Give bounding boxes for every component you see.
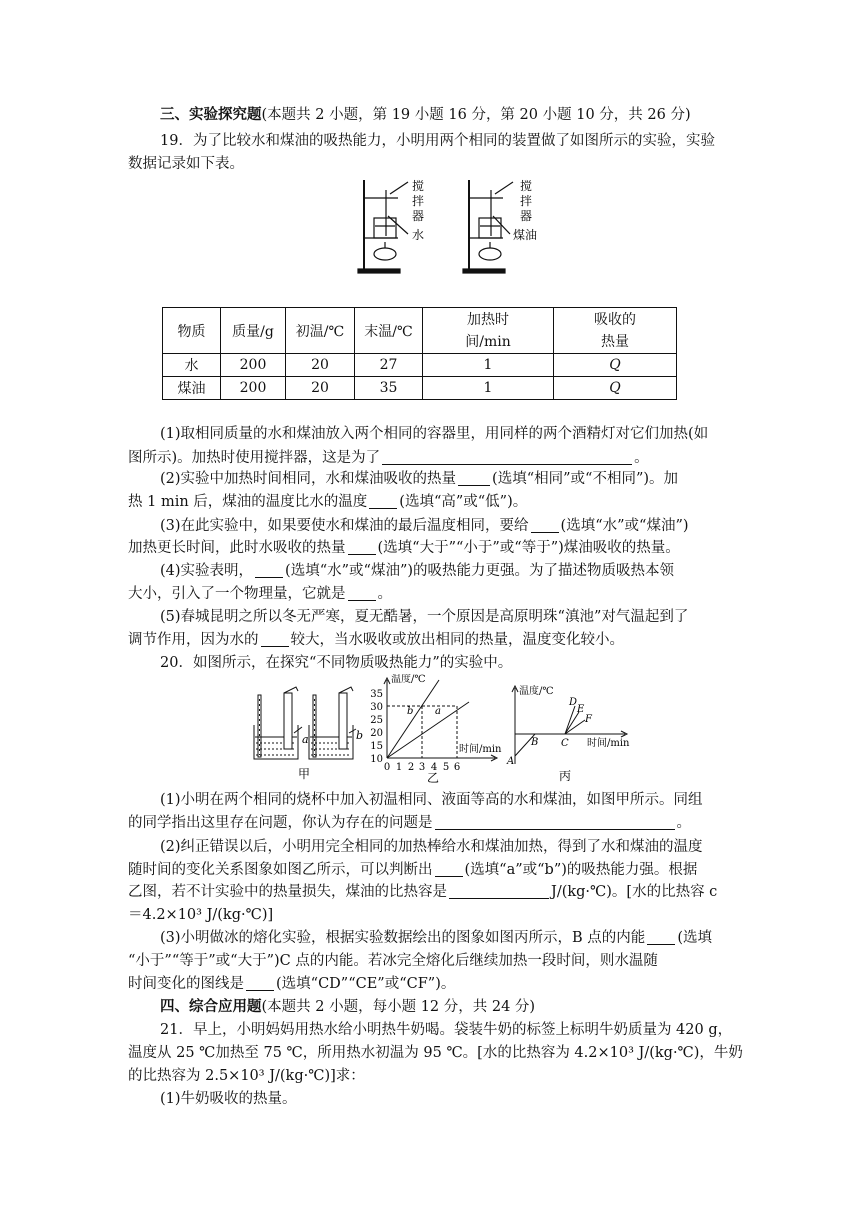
label-stir-5: 拌 [520,194,533,208]
svg-text:30: 30 [370,702,383,713]
q19-part2-line2: 热 1 min 后，煤油的温度比水的温度 (选填“高”或“低”)。 [128,494,528,510]
header-final-temp: 末温/℃ [355,308,423,354]
answer-blank[interactable] [246,974,274,991]
q19-data-table [162,307,677,400]
table-row: 煤油 200 20 35 1 Q [163,377,677,400]
svg-text:6: 6 [453,762,461,773]
svg-text:A: A [507,756,515,767]
answer-blank[interactable] [261,630,289,647]
label-stir-1: 搅 [412,179,425,193]
answer-blank[interactable] [348,538,376,555]
answer-blank[interactable] [449,882,549,899]
bing-x-axis-label: 时间/min [587,738,630,749]
table-header-row [163,308,677,354]
yi-series-a-label: a [435,706,441,717]
section-4-heading [160,997,740,1017]
yi-y-axis-label: 温度/℃ [391,674,426,685]
header-initial-temp: 初温/℃ [286,308,355,354]
q19-part1-line2: 图所示)。加热时使用搅拌器，这是为了 。 [128,450,649,466]
q21-line2: 温度从 25 ℃加热至 75 ℃，所用热水初温为 95 ℃。[水的比热容为 4.2×10³ J/(kg·℃)，牛奶 [128,1045,743,1061]
section-3-heading [160,105,740,125]
q19-intro-line2: 数据记录如下表。 [128,156,244,172]
apparatus-kerosene [463,180,513,273]
figure-yi-label: 乙 [427,771,440,784]
svg-text:15: 15 [370,741,383,752]
svg-text:20: 20 [370,728,383,739]
answer-blank[interactable] [435,860,463,877]
q20-part1-line2: 的同学指出这里存在问题，你认为存在的问题是 。 [128,815,691,831]
svg-text:F: F [585,714,592,725]
svg-text:3: 3 [418,762,426,773]
figure-jia-label: 甲 [298,767,311,781]
yi-x-axis-label: 时间/min [459,744,502,755]
q21-part1: (1)牛奶吸收的热量。 [160,1091,297,1107]
section-4-title: 四、综合应用题 [160,998,262,1015]
svg-text:C: C [561,738,569,749]
q19-part3-line1: (3)在此实验中，如果要使水和煤油的最后温度相同，要给 (选填“水”或“煤油”) [160,518,689,534]
bing-y-axis-label: 温度/℃ [519,686,554,697]
svg-text:10: 10 [370,754,383,765]
q19-part5-line1: (5)春城昆明之所以冬无严寒，夏无酷暑，一个原因是高原明珠“滇池”对气温起到了 [160,609,689,625]
header-heat-time: 加热时 间/min [423,308,554,354]
q19-part1-line1: (1)取相同质量的水和煤油放入两个相同的容器里，用同样的两个酒精灯对它们加热(如 [160,426,709,442]
q20-part2-line2: 随时间的变化关系图象如图乙所示，可以判断出 (选填“a”或“b”)的吸热能力强。根据 [128,862,698,878]
q19-part4-line1: (4)实验表明， (选填“水”或“煤油”)的吸热能力更强。为了描述物质吸热本领 [160,563,675,579]
header-mass: 质量/g [221,308,286,354]
svg-text:E: E [577,704,585,715]
answer-blank[interactable] [647,928,675,945]
q19-intro-line1: 19．为了比较水和煤油的吸热能力，小明用两个相同的装置做了如图所示的实验，实验 [160,133,715,149]
label-stir-3: 器 [412,209,425,223]
q21-line3: 的比热容为 2.5×10³ J/(kg·℃)]求： [128,1068,365,1084]
yi-series-b-label: b [407,706,414,717]
svg-text:25: 25 [370,715,383,726]
answer-blank[interactable] [255,561,283,578]
q20-part3-line2: “小于”“等于”或“大于”)C 点的内能。若冰完全熔化后继续加热一段时间，则水温随 [128,953,658,969]
q19-part3-line2: 加热更长时间，此时水吸收的热量 (选填“大于”“小于”或“等于”)煤油吸收的热量。 [128,540,680,556]
label-kerosene: 煤油 [513,228,538,242]
apparatus-water [358,180,408,273]
q20-part2-line3: 乙图，若不计实验中的热量损失，煤油的比热容是 J/(kg·℃)。[水的比热容 c [128,884,718,900]
q19-part5-line2: 调节作用，因为水的 较大，当水吸收或放出相同的热量，温度变化较小。 [128,632,624,648]
q20-part1-line1: (1)小明在两个相同的烧杯中加入初温相同、液面等高的水和煤油，如图甲所示。同组 [160,792,703,808]
label-a: a [302,733,309,746]
answer-blank[interactable] [458,469,490,486]
q21-line1: 21．早上，小明妈妈用热水给小明热牛奶喝。袋装牛奶的标签上标明牛奶质量为 420 g， [160,1022,733,1038]
section-3-note: (本题共 2 小题，第 19 小题 16 分，第 20 小题 10 分，共 26 分) [261,107,691,123]
q20-figure-jia [250,685,365,781]
label-stir-4: 搅 [520,179,533,193]
svg-text:2: 2 [407,762,415,773]
svg-text:5: 5 [442,762,450,773]
label-b: b [356,729,364,742]
answer-blank[interactable] [382,448,632,465]
table-row: 水 200 20 27 1 Q [163,354,677,377]
label-stir-2: 拌 [412,194,425,208]
answer-blank[interactable] [435,813,675,830]
section-4-note: (本题共 2 小题，每小题 12 分，共 24 分) [261,999,536,1015]
svg-text:4: 4 [430,762,438,773]
q20-part3-line3: 时间变化的图线是 (选填“CD”“CE”或“CF”)。 [128,976,456,992]
q20-figure-yi [367,674,507,784]
q19-part2-line1: (2)实验中加热时间相同，水和煤油吸收的热量 (选填“相同”或“不相同”)。加 [160,471,679,487]
label-stir-6: 器 [520,209,533,223]
answer-blank[interactable] [369,492,397,509]
melting-curve [515,734,565,756]
header-heat-absorbed: 吸收的 热量 [554,308,677,354]
answer-blank[interactable] [531,516,559,533]
q20-part2-line1: (2)纠正错误以后，小明用完全相同的加热棒给水和煤油加热，得到了水和煤油的温度 [160,839,703,855]
line-a [387,680,439,758]
header-substance: 物质 [163,308,221,354]
q19-part4-line2: 大小，引入了一个物理量，它就是 。 [128,586,392,602]
svg-text:0: 0 [383,762,391,773]
q19-apparatus-figure [350,176,550,276]
label-water: 水 [412,228,425,242]
svg-text:D: D [569,697,578,708]
line-b [387,702,469,758]
svg-text:B: B [531,737,539,748]
answer-blank[interactable] [348,584,376,601]
svg-text:35: 35 [370,689,383,700]
section-3-title: 三、实验探究题 [160,106,262,123]
svg-text:1: 1 [395,762,403,773]
q20-figure-bing [505,684,640,784]
figure-bing-label: 丙 [559,769,572,783]
q20-part3-line1: (3)小明做冰的熔化实验，根据实验数据绘出的图象如图丙所示，B 点的内能 (选填 [160,930,712,946]
q20-intro: 20．如图所示，在探究“不同物质吸热能力”的实验中。 [160,655,513,671]
q20-part2-line4: ＝4.2×10³ J/(kg·℃)] [128,907,274,923]
